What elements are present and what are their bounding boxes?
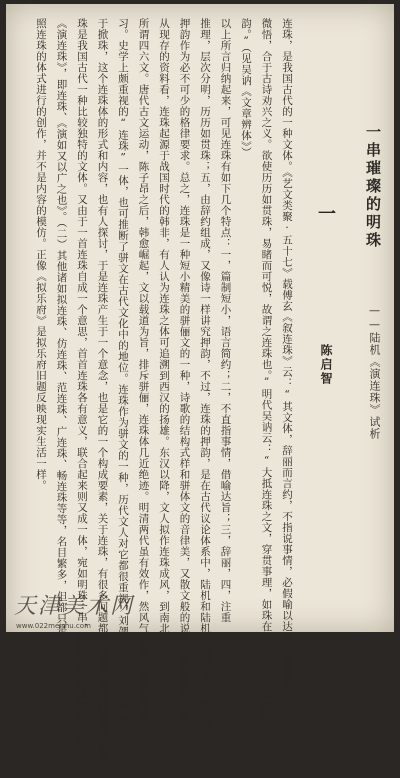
text-column: 珠是我国古代一种比较独特的文体。又由于一首连珠自成一个意思，首首连珠各有意义，联合起来则又成一体，宛如明珠一串，陆机《演连珠》堪称典范， <box>76 18 88 766</box>
watermark-logo: 天津美术网 <box>14 594 135 619</box>
section-number: 一 <box>315 204 336 225</box>
text-column: 押韵作为必不可少的格律要求。总之，连珠是一种短小精美的骈俪文的一种，诗歌的结构式样和骈体文的音律美，又散文般的说理，风格多样，是一 <box>178 18 191 733</box>
text-column: 以上所言归纳起来，可见连珠有如下几个特点：一，篇制短小，语言简约；二，不直指事情，借喻达旨；三，辞丽，四，注重 <box>219 18 232 623</box>
text-column: 微悟，合于古诗劝兴之义。欲使历历如贯珠，易睹而可悦，故谓之连珠也。”明代吴讷云：“大抵连珠之文，穿贯事理，如珠在贯。……其体则四六对偶而有 <box>260 18 273 778</box>
text-column: 推理，层次分明，历历如贯珠；五，由辞约组成，又像诗一样讲究押韵，不过，连珠的押韵，是在古代议论体系中，陆机和陆机以前的连珠，都未把 <box>199 18 211 733</box>
author-name: 陈启智 <box>319 344 333 386</box>
book-page <box>6 4 394 778</box>
text-column: 从现存的资料看，连珠起源于战国时代的韩非，有人认为连珠之体可追溯到西汉的扬雄。东汉以降，文人拟作连珠成风，到南北朝，连珠创作更为兴 <box>158 18 170 733</box>
text-column: 《演连珠》，即连珠、《演如又以广之也》。（二）其他诸如拟连珠、仿连珠、范连珠、广连珠、畅连珠等等，名目繁多，但都只是 <box>55 18 68 635</box>
text-column: 习。史学上颇重视的“连珠”一体，也可推断了骈文在古代文化中的地位。连珠作为骈文的一种，历代文人对它都很重视，刘勰在《文心雕龙》中，将连珠 <box>117 18 129 769</box>
article-title: 一串璀璨的明珠 <box>364 124 382 250</box>
article-subtitle: ——陆机《演连珠》试析 <box>368 304 381 440</box>
text-column: 所谓四六文。唐代古文运动，陈子昂之后，韩愈崛起，文以载道为旨，排斥骈俪，连珠体几近绝迹。明清两代虽有效作，然风气已衰，连珠创作更为兴 <box>137 18 150 744</box>
text-column: 照连珠的体式进行的创作，并不是内容的模仿。正像《拟乐府》是拟乐府旧题反映现实生活一样。 <box>35 18 47 491</box>
text-column: 韵。”（见吴讷《文章辨体》） <box>240 18 252 158</box>
text-column: 连珠，是我国古代的一种文体。《艺文类聚·五十七》载傅玄《叙连珠》云：“其文体，辞丽而言约，不指说事情，必假喻以达旨，而贤者 <box>281 18 293 687</box>
watermark-url: www.022meishu.com <box>16 622 91 630</box>
text-column: 于掀珠，这个连珠体的形式和内容，也有人探讨，于是连珠产生于一个意念，也是它的一个构成要素，关于连珠，有很多问题都没有得到充分的解答。但是 <box>96 18 109 766</box>
